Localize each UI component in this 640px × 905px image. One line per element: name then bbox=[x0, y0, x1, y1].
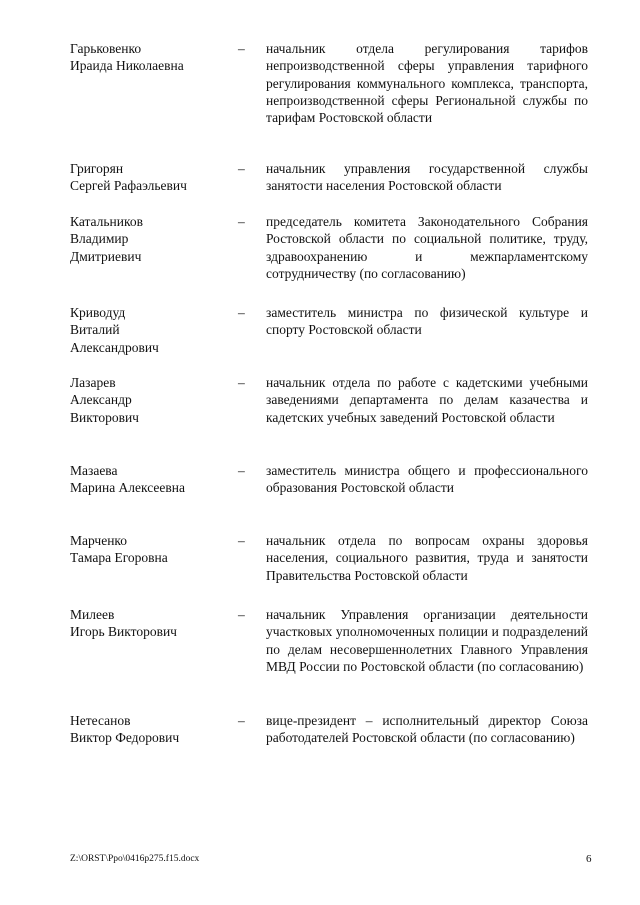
given-name: Игорь Викторович bbox=[70, 624, 177, 640]
dash: – bbox=[238, 214, 245, 229]
position-description: вице-президент – исполнительный директор Союза работодателей Ростовской области (по согласованию) bbox=[266, 713, 588, 746]
page-number: 6 bbox=[586, 853, 592, 865]
position-description: заместитель министра общего и профессионального образования Ростовской области bbox=[266, 463, 588, 496]
given-name: Александр bbox=[70, 392, 132, 408]
position-description: начальник отдела по работе с кадетскими учебными заведениями департамента по делам казачества и кадетских учебных заведений Ростовской области bbox=[266, 375, 588, 425]
surname: Катальников bbox=[70, 214, 143, 229]
surname: Лазарев bbox=[70, 375, 116, 390]
surname: Гарьковенко bbox=[70, 41, 142, 56]
patronymic: Викторович bbox=[70, 409, 139, 425]
dash: – bbox=[238, 41, 245, 56]
dash: – bbox=[238, 463, 245, 478]
given-name: Марина Алексеевна bbox=[70, 480, 185, 496]
surname: Григорян bbox=[70, 161, 124, 176]
dash: – bbox=[238, 713, 245, 728]
position-description: председатель комитета Законодательного Собрания Ростовской области по социальной политике, труду, здравоохранению и межпарламентскому сотрудничеству (по согласованию) bbox=[266, 214, 588, 281]
patronymic: Александрович bbox=[70, 339, 159, 355]
person-name bbox=[70, 213, 230, 265]
given-name: Сергей Рафаэльевич bbox=[70, 178, 187, 194]
dash: – bbox=[238, 305, 245, 320]
position-description: заместитель министра по физической культуре и спорту Ростовской области bbox=[266, 305, 588, 338]
footer-file-path: Z:\ORST\Ppo\0416p275.f15.docx bbox=[70, 854, 200, 864]
position-description: начальник отдела по вопросам охраны здоровья населения, социального развития, труда и занятости Правительства Ростовской области bbox=[266, 533, 588, 583]
person-name bbox=[70, 40, 230, 75]
person-name bbox=[70, 374, 230, 426]
surname: Нетесанов bbox=[70, 713, 131, 728]
position-description: начальник отдела регулирования тарифов непроизводственной сферы управления тарифного регулирования коммунального комплекса, транспорта, непроизводственной сферы Региональной службы по тарифам Ростовской области bbox=[266, 41, 588, 126]
person-name bbox=[70, 304, 230, 356]
given-name: Виталий bbox=[70, 322, 120, 338]
person-name bbox=[70, 160, 230, 195]
person-name bbox=[70, 532, 230, 567]
person-name bbox=[70, 712, 230, 747]
position-description: начальник Управления организации деятельности участковых уполномоченных полиции и подразделений по делам несовершеннолетних Главного Управления МВД России по Ростовской области (по согласованию) bbox=[266, 607, 588, 674]
dash: – bbox=[238, 161, 245, 176]
person-name bbox=[70, 462, 230, 497]
person-name bbox=[70, 606, 230, 641]
given-name: Виктор Федорович bbox=[70, 730, 180, 746]
given-name: Тамара Егоровна bbox=[70, 550, 168, 566]
position-description: начальник управления государственной службы занятости населения Ростовской области bbox=[266, 161, 588, 194]
surname: Милеев bbox=[70, 607, 115, 622]
surname: Мазаева bbox=[70, 463, 118, 478]
given-name: Ираида Николаевна bbox=[70, 58, 184, 74]
patronymic: Дмитриевич bbox=[70, 248, 142, 264]
surname: Криводуд bbox=[70, 305, 126, 320]
dash: – bbox=[238, 533, 245, 548]
dash: – bbox=[238, 607, 245, 622]
surname: Марченко bbox=[70, 533, 128, 548]
given-name: Владимир bbox=[70, 231, 129, 247]
dash: – bbox=[238, 375, 245, 390]
